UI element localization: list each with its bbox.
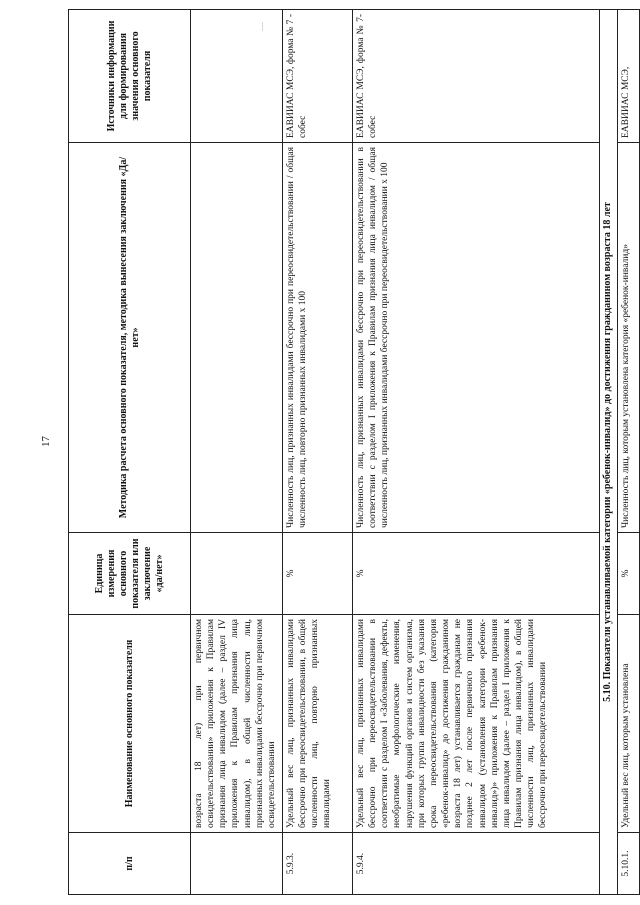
header-unit: Единица измерения основного показателя или заключение «да/нет» xyxy=(69,533,191,615)
row-unit: % xyxy=(283,533,353,615)
row-method: Численность лиц, признанных инвалидами бессрочно при переосвидетельствовании в соответствии с разделом I приложения к Правилам признания лица инвалидом / общая численность лиц, признанных инвалидами бессрочно при переосвидетельствовании х 100 xyxy=(353,143,600,533)
row-num xyxy=(191,833,283,895)
section-heading-row xyxy=(600,10,618,895)
row-num: 5.9.4. xyxy=(353,833,600,895)
row-source xyxy=(191,10,283,143)
header-num: п/п xyxy=(69,833,191,895)
row-name: Удельный вес лиц, признанных инвалидами бессрочно при переосвидетельствовании, в общей численности лиц, повторно признанных инвалидами xyxy=(283,615,353,833)
table-row xyxy=(353,10,600,895)
header-name: Наименование основного показателя xyxy=(69,615,191,833)
row-source: ЕАВИИАС МСЭ, форма № 7- собес xyxy=(353,10,600,143)
rotated-table-container xyxy=(68,10,638,895)
row-source: ЕАВИИАС МСЭ, xyxy=(617,10,639,143)
section-heading: 5.10. Показатели устанавливаемой категории «ребенок-инвалид» до достижения гражданином возраста 18 лет xyxy=(600,10,618,895)
table-row xyxy=(191,10,283,895)
row-num: 5.9.3. xyxy=(283,833,353,895)
row-method: Численность лиц, которым установлена категория «ребенок-инвалид» xyxy=(617,143,639,533)
row-unit xyxy=(191,533,283,615)
table-row xyxy=(617,10,639,895)
table-row xyxy=(283,10,353,895)
row-name: возраста 18 лет) при первичном освидетельствовании» приложения к Правилам признания лица инвалидом (далее – раздел IV приложения к Правилам признания лица инвалидом), в общей численности лиц, признанных инвалидами бессрочно при первичном освидетельствовании xyxy=(191,615,283,833)
table-header-row xyxy=(69,10,191,895)
row-source: ЕАВИИАС МСЭ, форма № 7 - собес xyxy=(283,10,353,143)
row-name: Удельный вес лиц, признанных инвалидами бессрочно при переосвидетельствовании в соответствии с разделом I «Заболевания, дефекты, необратимые морфологические изменения, нарушения функций органов и систем организма, при которых группа инвалидности без указания срока переосвидетельствования (категория «ребенок-инвалид» до достижения гражданином возраста 18 лет) устанавливается гражданам не позднее 2 лет после первичного признания инвалидом (установления категории «ребенок-инвалид»)» приложения к Правилам признания лица инвалидом (далее – раздел I приложения к Правилам признания лица инвалидом), в общей численности лиц, признанных инвалидами бессрочно при переосвидетельствовании xyxy=(353,615,600,833)
row-num: 5.10.1. xyxy=(617,833,639,895)
row-name: Удельный вес лиц, которым установлена xyxy=(617,615,639,833)
row-unit: % xyxy=(617,533,639,615)
row-method: Численность лиц, признанных инвалидами бессрочно при переосвидетельствовании / общая численность лиц, повторно признанных инвалидами х 100 xyxy=(283,143,353,533)
header-source: Источники информации для формирования значения основного показателя xyxy=(69,10,191,143)
row-method xyxy=(191,143,283,533)
row-unit: % xyxy=(353,533,600,615)
page-number: 17 xyxy=(40,436,52,447)
header-method: Методика расчета основного показателя, методика вынесения заключения «Да/нет» xyxy=(69,143,191,533)
indicators-table xyxy=(68,9,640,895)
